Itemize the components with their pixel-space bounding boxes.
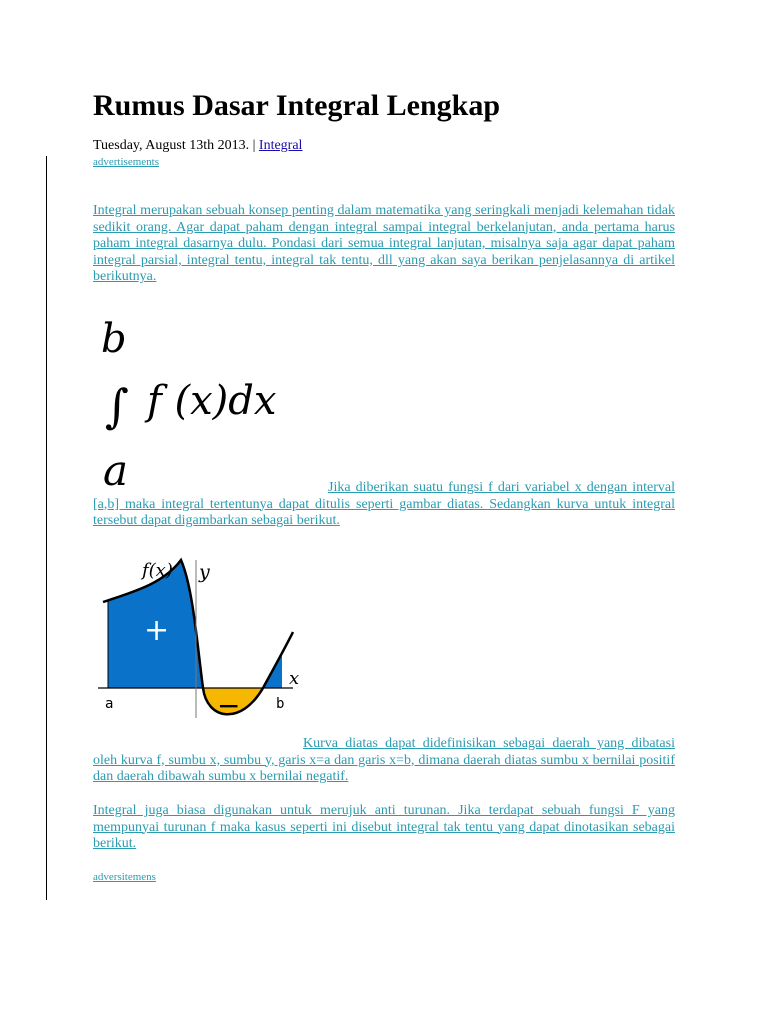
integral-area-graph bbox=[93, 548, 313, 718]
page-title: Rumus Dasar Integral Lengkap bbox=[93, 89, 501, 122]
ads-footer-label[interactable]: adversitemens bbox=[93, 871, 156, 883]
integral-sign: ∫ bbox=[105, 379, 129, 433]
b-label: b bbox=[276, 696, 285, 712]
paragraph-definition[interactable]: Jika diberikan suatu fungsi f dari variabel x dengan interval [a,b] maka integral tertentunya dapat ditulis seperti gambar diatas. Sedangkan kurva untuk integral tersebut dapat digambarkan sebagai berikut. bbox=[93, 480, 675, 529]
formula-expression: f (x)dx bbox=[147, 378, 277, 424]
paragraph-antiderivative[interactable]: Integral juga biasa digunakan untuk merujuk anti turunan. Jika terdapat sebuah fungsi F yang mempunyai turunan f maka kasus seperti ini disebut integral tak tentu yang dapat dinotasikan sebagai berikut. bbox=[93, 803, 675, 852]
ads-label[interactable]: advertisements bbox=[93, 156, 159, 168]
a-label: a bbox=[105, 696, 114, 712]
left-margin-rule bbox=[46, 156, 47, 900]
formula-lower-limit: a bbox=[103, 446, 129, 490]
y-axis-label: y bbox=[199, 561, 210, 583]
formula-upper-limit: b bbox=[101, 316, 127, 362]
plus-sign: + bbox=[144, 613, 170, 648]
category-link[interactable]: Integral bbox=[258, 138, 303, 153]
integral-formula bbox=[93, 310, 333, 490]
minus-sign: − bbox=[217, 689, 241, 718]
paragraph-intro[interactable]: Integral merupakan sebuah konsep penting dalam matematika yang seringkali menjadi kelemahan tidak sedikit orang. Agar dapat paham dengan integral sampai integral berkelanjutan, anda pertama harus paham integral dasarnya dulu. Pondasi dari semua integral lanjutan, misalnya saja agar dapat paham integral parsial, integral tentu, integral tak tentu, dll yang akan saya berikan penjelasannya di artikel berikutnya. bbox=[93, 203, 675, 285]
paragraph-curve[interactable]: Kurva diatas dapat didefinisikan sebagai daerah yang dibatasi oleh kurva f, sumbu x, sumbu y, garis x=a dan garis x=b, dimana daerah diatas sumbu x bernilai positif dan daerah dibawah sumbu x bernilai negatif. bbox=[93, 736, 675, 785]
fx-label: f(x) bbox=[142, 560, 173, 581]
x-axis-label: x bbox=[289, 668, 300, 689]
post-date: Tuesday, August 13th 2013. | bbox=[93, 138, 259, 153]
post-meta bbox=[93, 137, 302, 155]
